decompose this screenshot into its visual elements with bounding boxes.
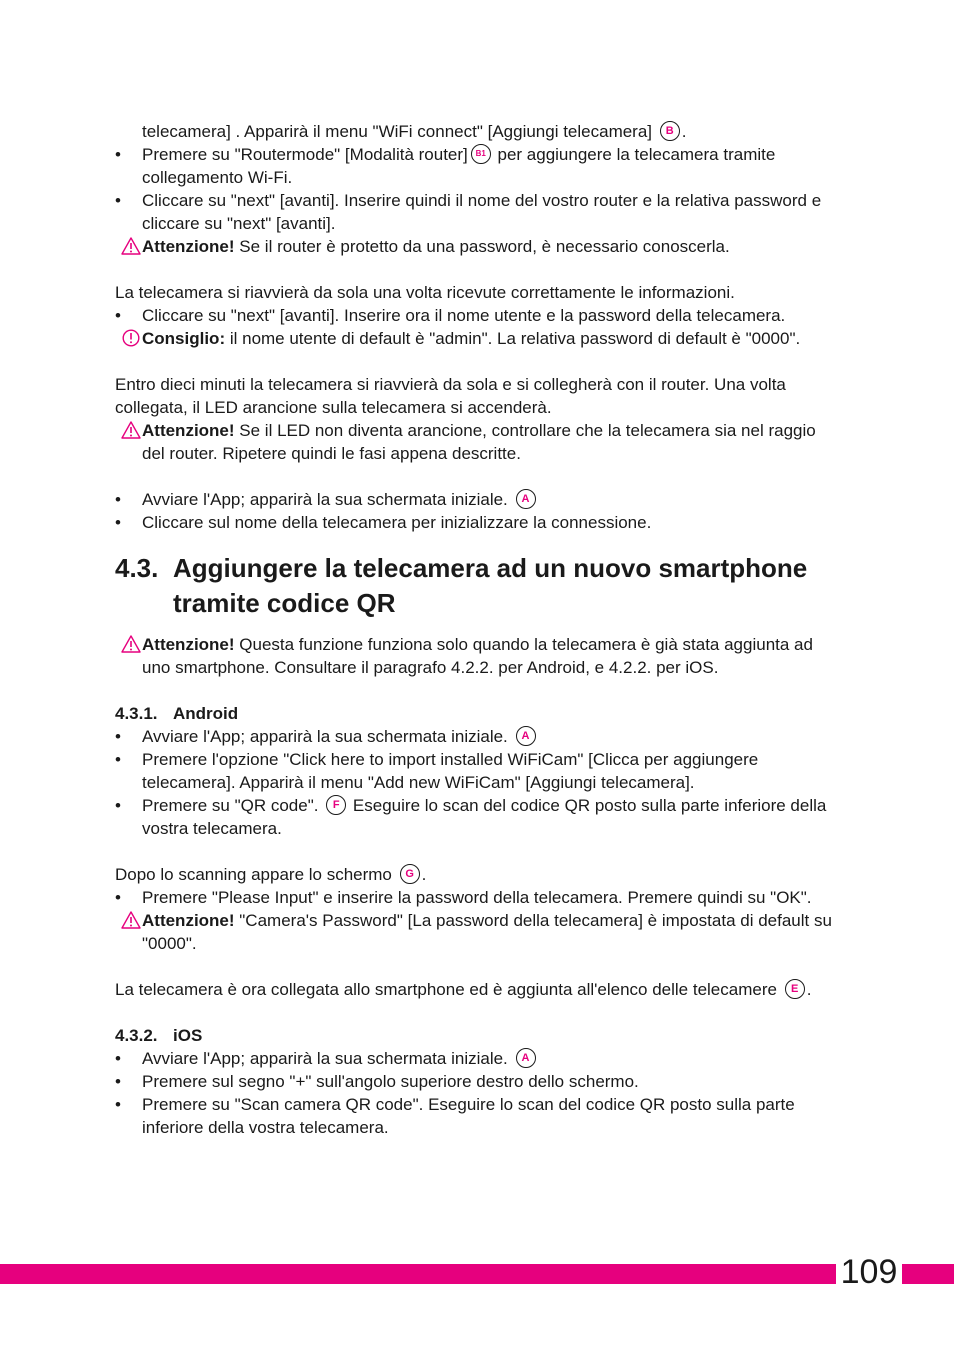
tip-label: Consiglio: (142, 329, 226, 348)
list-item (115, 725, 840, 748)
bullet-list-ios (115, 1047, 840, 1139)
bullet-list-app (115, 488, 840, 534)
paragraph-text: Dopo lo scanning appare lo schermo (115, 865, 392, 884)
list-item (115, 304, 840, 327)
warning-label: Attenzione! (142, 911, 235, 930)
warning-text: "Camera's Password" [La password della telecamera] è impostata di default su "0000". (142, 911, 832, 953)
item-text: Cliccare sul nome della telecamera per inizializzare la connessione. (142, 513, 652, 532)
subsection-title: Android (173, 704, 239, 723)
paragraph (115, 863, 840, 886)
exclamation-circle-icon (121, 329, 141, 347)
warning-label: Attenzione! (142, 421, 235, 440)
item-text: Premere su "Routermode" [Modalità router] (142, 145, 468, 164)
item-text: Premere su "Scan camera QR code". Eseguire lo scan del codice QR posto sulla parte inferiore della vostra telecamera. (142, 1095, 795, 1137)
paragraph: Entro dieci minuti la telecamera si riavvierà da sola e si collegherà con il router. Una volta collegata, il LED arancione sulla telecamera si accenderà. (115, 375, 786, 417)
bullet-list-password (115, 886, 840, 909)
list-item (115, 1047, 840, 1070)
badge-a: A (516, 726, 536, 746)
intro-text-end: . (681, 122, 687, 141)
bullet-list-router (115, 143, 840, 235)
intro-text: telecamera] . Apparirà il menu "WiFi connect" [Aggiungi telecamera] (142, 122, 653, 141)
section-number: 4.3. (115, 553, 159, 583)
item-text: Cliccare su "next" [avanti]. Inserire quindi il nome del vostro router e la relativa password e cliccare su "next" [avanti]. (142, 191, 822, 233)
warning-text: Se il LED non diventa arancione, controllare che la telecamera sia nel raggio del router. Ripetere quindi le fasi appena descritte. (142, 421, 816, 463)
subsection-number: 4.3.1. (115, 704, 158, 723)
intro-continuation (115, 120, 840, 143)
warning-triangle-icon (121, 421, 141, 439)
section-title: Aggiungere la telecamera ad un nuovo smartphone tramite codice QR (173, 553, 808, 618)
list-item (115, 143, 840, 189)
badge-a: A (516, 489, 536, 509)
item-text: per aggiungere la telecamera tramite collegamento Wi-Fi. (142, 145, 776, 187)
item-text: Cliccare su "next" [avanti]. Inserire ora il nome utente e la password della telecamera. (142, 306, 786, 325)
badge-a: A (516, 1048, 536, 1068)
paragraph-text: . (806, 980, 812, 999)
list-item (115, 189, 840, 235)
item-text: Premere l'opzione "Click here to import installed WiFiCam" [Clicca per aggiungere telecamera]. Apparirà il menu "Add new WiFiCam" [Aggiungi telecamera]. (142, 750, 759, 792)
subsection-heading-android (115, 702, 840, 725)
item-text: Avviare l'App; apparirà la sua schermata iniziale. (142, 490, 508, 509)
warning-triangle-icon (121, 635, 141, 653)
badge-b: B (660, 121, 680, 141)
item-text: Premere su "QR code". (142, 796, 319, 815)
page-content (115, 120, 840, 1139)
item-text: Avviare l'App; apparirà la sua schermata iniziale. (142, 727, 508, 746)
tip-note (115, 327, 840, 350)
list-item (115, 511, 840, 534)
list-item (115, 1070, 840, 1093)
bullet-list-credentials (115, 304, 840, 327)
warning-label: Attenzione! (142, 237, 235, 256)
list-item (115, 748, 840, 794)
warning-triangle-icon (121, 237, 141, 255)
page-number: 109 (840, 1253, 898, 1291)
list-item (115, 794, 840, 840)
footer-accent-bar (0, 1264, 954, 1284)
warning-label: Attenzione! (142, 635, 235, 654)
paragraph (115, 978, 840, 1001)
badge-e: E (785, 979, 805, 999)
list-item (115, 488, 840, 511)
tip-text: il nome utente di default è "admin". La relativa password di default è "0000". (225, 329, 801, 348)
item-text: Premere "Please Input" e inserire la password della telecamera. Premere quindi su "OK". (142, 888, 812, 907)
warning-text: Se il router è protetto da una password, è necessario conoscerla. (234, 237, 730, 256)
warning-note (115, 235, 840, 258)
warning-note (115, 633, 840, 679)
warning-text: Questa funzione funziona solo quando la telecamera è già stata aggiunta ad uno smartphone. Consultare il paragrafo 4.2.2. per Android, e 4.2.2. per iOS. (142, 635, 813, 677)
paragraph: La telecamera si riavvierà da sola una volta ricevute correttamente le informazioni. (115, 283, 735, 302)
subsection-number: 4.3.2. (115, 1026, 158, 1045)
badge-b1: B1 (471, 144, 491, 164)
subsection-title: iOS (173, 1026, 203, 1045)
badge-g: G (400, 864, 420, 884)
list-item (115, 886, 840, 909)
warning-note (115, 419, 840, 465)
bullet-list-android (115, 725, 840, 840)
subsection-heading-ios (115, 1024, 840, 1047)
paragraph-text: La telecamera è ora collegata allo smartphone ed è aggiunta all'elenco delle telecamere (115, 980, 777, 999)
badge-f: F (326, 795, 346, 815)
section-heading (115, 551, 840, 621)
warning-note (115, 909, 840, 955)
list-item (115, 1093, 840, 1139)
item-text: Avviare l'App; apparirà la sua schermata iniziale. (142, 1049, 508, 1068)
paragraph-text: . (421, 865, 427, 884)
warning-triangle-icon (121, 911, 141, 929)
item-text: Eseguire lo scan del codice QR posto sulla parte inferiore della vostra telecamera. (142, 796, 827, 838)
item-text: Premere sul segno "+" sull'angolo superiore destro dello schermo. (142, 1072, 639, 1091)
